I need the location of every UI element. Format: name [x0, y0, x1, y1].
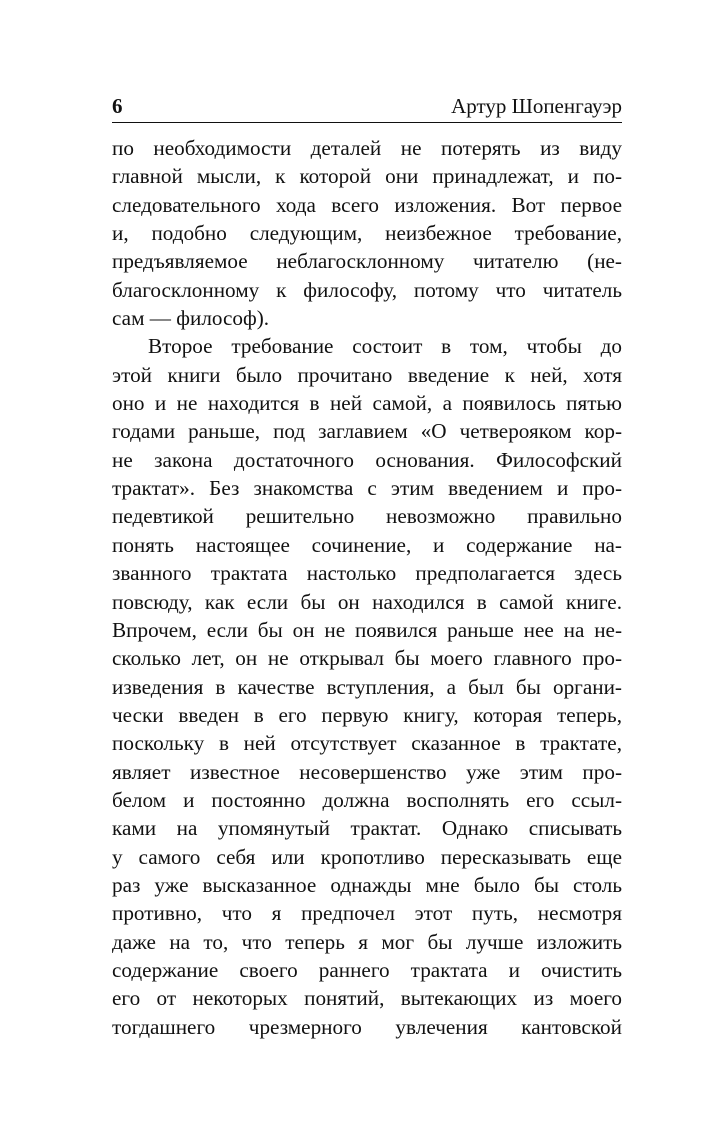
text-line: тогдашнего чрезмерного увлечения кантовской [112, 1014, 622, 1039]
text-line: понять настоящее сочинение, и содержание на- [112, 532, 622, 557]
header-rule [112, 122, 622, 123]
text-line: являет известное несовершенство уже этим про- [112, 759, 622, 784]
text-line: изведения в качестве вступления, а был бы органи- [112, 674, 622, 699]
text-line: его от некоторых понятий, вытекающих из моего [112, 986, 622, 1011]
text-line: по необходимости деталей не потерять из виду [112, 136, 622, 160]
text-line: годами раньше, под заглавием «О четверояком кор- [112, 419, 622, 444]
text-line: званного трактата настолько предполагается здесь [112, 561, 622, 586]
text-line: чески введен в его первую книгу, которая теперь, [112, 702, 622, 727]
text-line: сам — философ). [112, 306, 270, 331]
text-line: Второе требование состоит в том, чтобы до [148, 334, 622, 359]
text-line: противно, что я предпочел этот путь, несмотря [112, 901, 622, 926]
text-line: сколько лет, он не открывал бы моего главного про- [112, 646, 622, 671]
text-line: белом и постоянно должна восполнять его ссыл- [112, 787, 622, 812]
running-title: Артур Шопенгауэр [451, 94, 622, 118]
text-line: содержание своего раннего трактата и очистить [112, 957, 622, 982]
text-line: поскольку в ней отсутствует сказанное в трактате, [112, 731, 622, 756]
running-header [112, 88, 622, 124]
text-line: у самого себя или кропотливо пересказывать еще [112, 844, 622, 869]
text-line: педевтикой решительно невозможно правильно [112, 504, 622, 529]
text-line: даже на то, что теперь я мог бы лучше изложить [112, 929, 622, 954]
text-line: главной мысли, к которой они принадлежат, и по- [112, 164, 622, 189]
text-line: и, подобно следующим, неизбежное требование, [112, 221, 622, 246]
text-line: следовательного хода всего изложения. Вот первое [112, 192, 622, 217]
text-line: Впрочем, если бы он не появился раньше нее на не- [112, 617, 622, 642]
text-line: не закона достаточного основания. Философский [112, 447, 622, 472]
text-line: повсюду, как если бы он находился в самой книге. [112, 589, 622, 614]
page-body [112, 134, 622, 1041]
text-line: ками на упомянутый трактат. Однако списывать [112, 816, 622, 841]
text-line: раз уже высказанное однажды мне было бы столь [112, 872, 622, 897]
text-line: этой книги было прочитано введение к ней, хотя [112, 362, 622, 387]
text-line: благосклонному к философу, потому что читатель [112, 277, 622, 302]
text-line: оно и не находится в ней самой, а появилось пятью [112, 391, 622, 416]
page-number: 6 [112, 94, 123, 118]
text-line: предъявляемое неблагосклонному читателю (не- [112, 249, 622, 274]
text-line: трактат». Без знакомства с этим введением и про- [112, 476, 622, 501]
